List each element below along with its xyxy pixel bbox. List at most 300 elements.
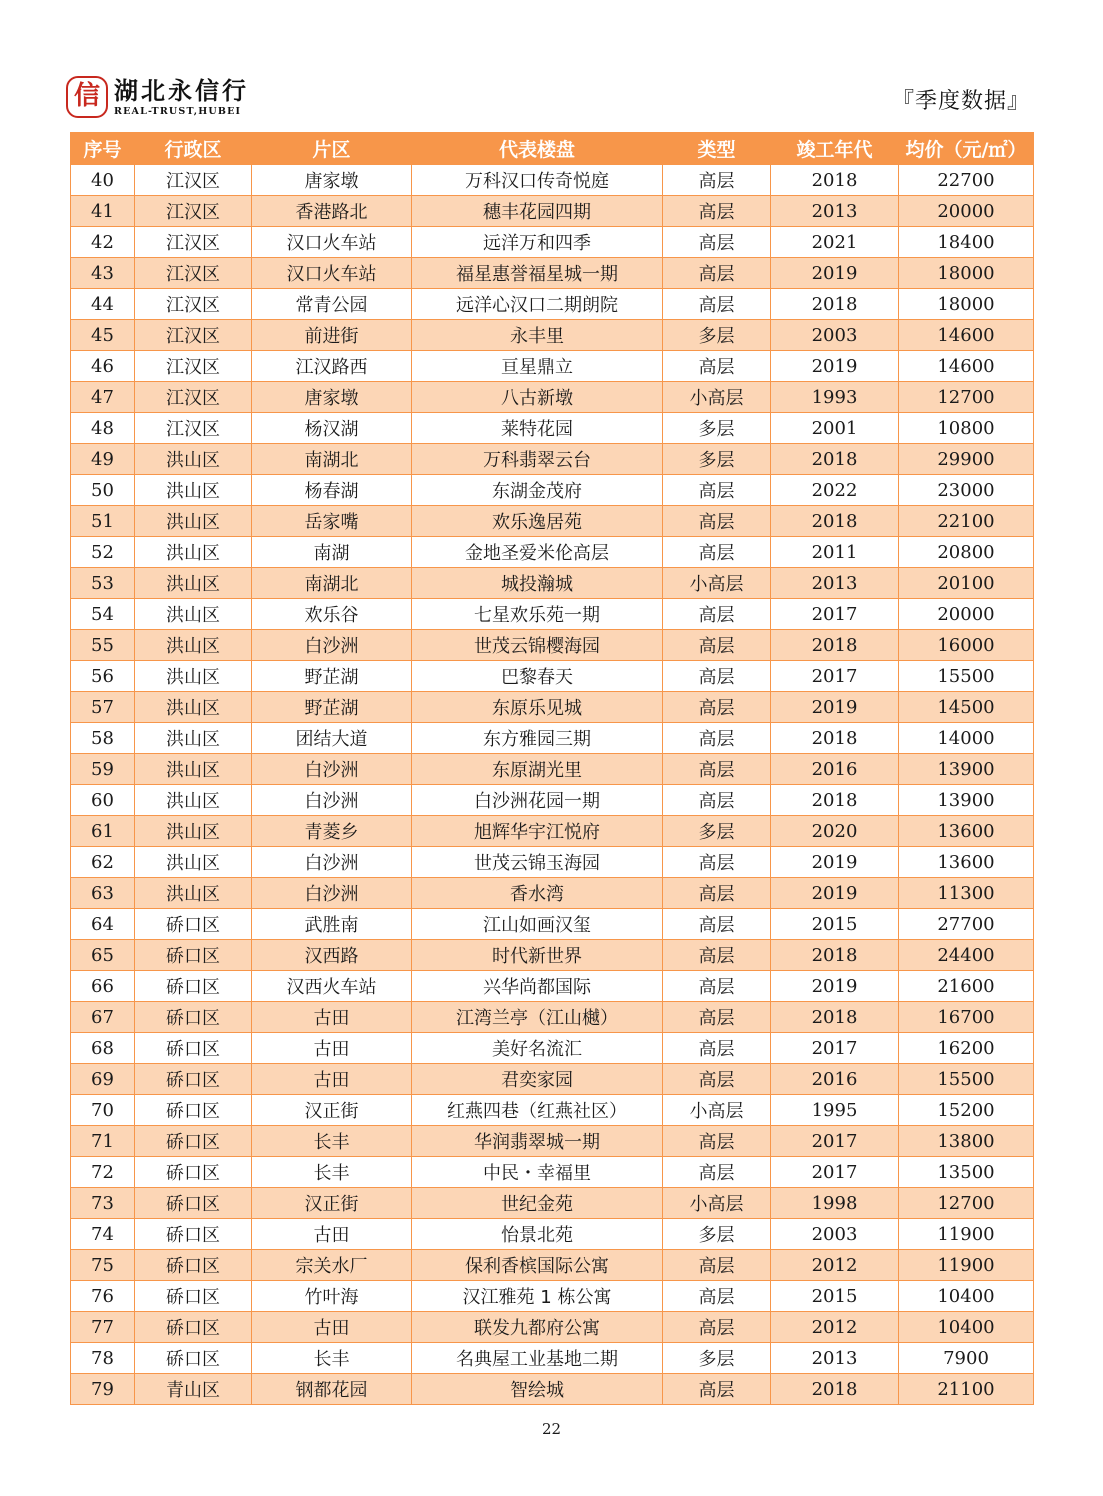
cell-area: 竹叶海 <box>252 1281 412 1312</box>
cell-district: 硚口区 <box>135 1219 252 1250</box>
cell-index: 60 <box>71 785 135 816</box>
cell-index: 73 <box>71 1188 135 1219</box>
table-row <box>71 1343 1034 1374</box>
cell-district: 硚口区 <box>135 1157 252 1188</box>
cell-price: 14500 <box>899 692 1034 723</box>
cell-project: 美好名流汇 <box>412 1033 663 1064</box>
cell-index: 53 <box>71 568 135 599</box>
cell-project: 城投瀚城 <box>412 568 663 599</box>
cell-year: 2019 <box>771 878 899 909</box>
table-row <box>71 909 1034 940</box>
table-row <box>71 847 1034 878</box>
cell-price: 10800 <box>899 413 1034 444</box>
cell-area: 南湖 <box>252 537 412 568</box>
cell-price: 16700 <box>899 1002 1034 1033</box>
cell-district: 硚口区 <box>135 1281 252 1312</box>
cell-district: 洪山区 <box>135 847 252 878</box>
cell-year: 2015 <box>771 1281 899 1312</box>
cell-area: 长丰 <box>252 1157 412 1188</box>
cell-type: 高层 <box>663 1157 771 1188</box>
cell-index: 45 <box>71 320 135 351</box>
cell-district: 洪山区 <box>135 568 252 599</box>
cell-area: 汉口火车站 <box>252 227 412 258</box>
cell-index: 56 <box>71 661 135 692</box>
cell-project: 远洋心汉口二期朗院 <box>412 289 663 320</box>
cell-area: 白沙洲 <box>252 878 412 909</box>
cell-year: 2016 <box>771 1064 899 1095</box>
cell-project: 时代新世界 <box>412 940 663 971</box>
cell-project: 东湖金茂府 <box>412 475 663 506</box>
cell-price: 18400 <box>899 227 1034 258</box>
cell-year: 2012 <box>771 1250 899 1281</box>
table-row <box>71 1312 1034 1343</box>
cell-type: 小高层 <box>663 1095 771 1126</box>
cell-type: 高层 <box>663 692 771 723</box>
cell-area: 古田 <box>252 1219 412 1250</box>
cell-year: 2018 <box>771 165 899 196</box>
cell-type: 高层 <box>663 847 771 878</box>
cell-index: 42 <box>71 227 135 258</box>
cell-index: 71 <box>71 1126 135 1157</box>
cell-price: 13900 <box>899 754 1034 785</box>
cell-district: 硚口区 <box>135 1002 252 1033</box>
cell-year: 2003 <box>771 1219 899 1250</box>
cell-district: 洪山区 <box>135 537 252 568</box>
cell-type: 高层 <box>663 1250 771 1281</box>
cell-price: 21100 <box>899 1374 1034 1405</box>
cell-index: 66 <box>71 971 135 1002</box>
table-row <box>71 878 1034 909</box>
cell-price: 10400 <box>899 1312 1034 1343</box>
cell-year: 2018 <box>771 1374 899 1405</box>
cell-price: 16000 <box>899 630 1034 661</box>
cell-price: 13800 <box>899 1126 1034 1157</box>
table-row <box>71 1374 1034 1405</box>
cell-area: 白沙洲 <box>252 785 412 816</box>
cell-year: 2012 <box>771 1312 899 1343</box>
table-row <box>71 196 1034 227</box>
table-row <box>71 227 1034 258</box>
cell-price: 14000 <box>899 723 1034 754</box>
cell-project: 巴黎春天 <box>412 661 663 692</box>
section-title: 『季度数据』 <box>891 89 1030 114</box>
cell-type: 多层 <box>663 413 771 444</box>
col-header-district: 行政区 <box>135 132 252 165</box>
cell-type: 高层 <box>663 909 771 940</box>
cell-district: 洪山区 <box>135 630 252 661</box>
cell-area: 长丰 <box>252 1343 412 1374</box>
cell-type: 高层 <box>663 878 771 909</box>
cell-project: 永丰里 <box>412 320 663 351</box>
cell-price: 15200 <box>899 1095 1034 1126</box>
cell-area: 钢都花园 <box>252 1374 412 1405</box>
cell-price: 11900 <box>899 1250 1034 1281</box>
col-header-project: 代表楼盘 <box>412 132 663 165</box>
cell-area: 长丰 <box>252 1126 412 1157</box>
cell-index: 79 <box>71 1374 135 1405</box>
table-row <box>71 1219 1034 1250</box>
cell-type: 高层 <box>663 940 771 971</box>
cell-project: 穗丰花园四期 <box>412 196 663 227</box>
cell-project: 白沙洲花园一期 <box>412 785 663 816</box>
cell-index: 49 <box>71 444 135 475</box>
cell-year: 1993 <box>771 382 899 413</box>
cell-index: 77 <box>71 1312 135 1343</box>
col-header-type: 类型 <box>663 132 771 165</box>
cell-year: 2017 <box>771 599 899 630</box>
cell-index: 50 <box>71 475 135 506</box>
table-row <box>71 692 1034 723</box>
cell-index: 59 <box>71 754 135 785</box>
cell-project: 世茂云锦樱海园 <box>412 630 663 661</box>
cell-district: 硚口区 <box>135 971 252 1002</box>
cell-price: 14600 <box>899 351 1034 382</box>
cell-project: 香水湾 <box>412 878 663 909</box>
cell-price: 13500 <box>899 1157 1034 1188</box>
cell-year: 2019 <box>771 847 899 878</box>
cell-district: 硚口区 <box>135 1033 252 1064</box>
cell-area: 野芷湖 <box>252 661 412 692</box>
cell-index: 69 <box>71 1064 135 1095</box>
cell-type: 高层 <box>663 661 771 692</box>
cell-price: 20800 <box>899 537 1034 568</box>
table-row <box>71 661 1034 692</box>
cell-type: 高层 <box>663 227 771 258</box>
cell-year: 2003 <box>771 320 899 351</box>
cell-district: 硚口区 <box>135 1312 252 1343</box>
cell-year: 2018 <box>771 723 899 754</box>
cell-area: 杨汉湖 <box>252 413 412 444</box>
cell-area: 南湖北 <box>252 444 412 475</box>
cell-district: 洪山区 <box>135 785 252 816</box>
cell-project: 江山如画汉玺 <box>412 909 663 940</box>
cell-year: 2017 <box>771 661 899 692</box>
cell-price: 13600 <box>899 847 1034 878</box>
cell-year: 2018 <box>771 506 899 537</box>
price-table <box>70 132 1034 1405</box>
cell-district: 江汉区 <box>135 165 252 196</box>
cell-price: 13600 <box>899 816 1034 847</box>
cell-price: 14600 <box>899 320 1034 351</box>
logo-english: REAL-TRUST,HUBEI <box>114 106 242 117</box>
cell-district: 江汉区 <box>135 382 252 413</box>
cell-index: 78 <box>71 1343 135 1374</box>
cell-year: 2001 <box>771 413 899 444</box>
cell-district: 洪山区 <box>135 475 252 506</box>
cell-year: 2015 <box>771 909 899 940</box>
cell-price: 15500 <box>899 1064 1034 1095</box>
cell-index: 62 <box>71 847 135 878</box>
cell-type: 高层 <box>663 165 771 196</box>
cell-price: 18000 <box>899 289 1034 320</box>
cell-type: 高层 <box>663 630 771 661</box>
cell-project: 欢乐逸居苑 <box>412 506 663 537</box>
cell-project: 金地圣爱米伦高层 <box>412 537 663 568</box>
cell-type: 高层 <box>663 754 771 785</box>
cell-index: 65 <box>71 940 135 971</box>
cell-index: 74 <box>71 1219 135 1250</box>
cell-district: 硚口区 <box>135 1064 252 1095</box>
cell-area: 古田 <box>252 1033 412 1064</box>
cell-type: 高层 <box>663 475 771 506</box>
cell-project: 联发九都府公寓 <box>412 1312 663 1343</box>
cell-year: 2016 <box>771 754 899 785</box>
cell-index: 47 <box>71 382 135 413</box>
cell-project: 江湾兰亭（江山樾） <box>412 1002 663 1033</box>
cell-year: 2018 <box>771 289 899 320</box>
cell-price: 11300 <box>899 878 1034 909</box>
cell-area: 古田 <box>252 1064 412 1095</box>
cell-district: 洪山区 <box>135 692 252 723</box>
cell-price: 12700 <box>899 1188 1034 1219</box>
cell-area: 汉正街 <box>252 1188 412 1219</box>
cell-area: 古田 <box>252 1002 412 1033</box>
cell-project: 汉江雅苑 1 栋公寓 <box>412 1281 663 1312</box>
cell-district: 洪山区 <box>135 878 252 909</box>
cell-index: 51 <box>71 506 135 537</box>
table-row <box>71 444 1034 475</box>
cell-index: 64 <box>71 909 135 940</box>
cell-index: 75 <box>71 1250 135 1281</box>
cell-type: 小高层 <box>663 1188 771 1219</box>
table-row <box>71 351 1034 382</box>
cell-year: 2019 <box>771 971 899 1002</box>
table-row <box>71 754 1034 785</box>
cell-project: 保利香槟国际公寓 <box>412 1250 663 1281</box>
cell-year: 2011 <box>771 537 899 568</box>
table-row <box>71 630 1034 661</box>
table-row <box>71 1157 1034 1188</box>
cell-year: 2018 <box>771 940 899 971</box>
table-row <box>71 723 1034 754</box>
cell-index: 72 <box>71 1157 135 1188</box>
cell-year: 2017 <box>771 1033 899 1064</box>
cell-type: 高层 <box>663 785 771 816</box>
cell-district: 硚口区 <box>135 940 252 971</box>
table-row <box>71 816 1034 847</box>
cell-price: 10400 <box>899 1281 1034 1312</box>
cell-district: 江汉区 <box>135 351 252 382</box>
cell-type: 高层 <box>663 723 771 754</box>
table-row <box>71 1002 1034 1033</box>
cell-project: 七星欢乐苑一期 <box>412 599 663 630</box>
table-row <box>71 320 1034 351</box>
cell-index: 67 <box>71 1002 135 1033</box>
cell-project: 智绘城 <box>412 1374 663 1405</box>
cell-area: 香港路北 <box>252 196 412 227</box>
cell-year: 2019 <box>771 258 899 289</box>
cell-year: 2019 <box>771 692 899 723</box>
table-row <box>71 1033 1034 1064</box>
cell-price: 20100 <box>899 568 1034 599</box>
cell-project: 莱特花园 <box>412 413 663 444</box>
cell-district: 江汉区 <box>135 413 252 444</box>
cell-area: 青菱乡 <box>252 816 412 847</box>
cell-area: 汉西火车站 <box>252 971 412 1002</box>
cell-year: 2018 <box>771 630 899 661</box>
cell-area: 欢乐谷 <box>252 599 412 630</box>
cell-index: 63 <box>71 878 135 909</box>
cell-price: 22700 <box>899 165 1034 196</box>
cell-price: 21600 <box>899 971 1034 1002</box>
cell-type: 高层 <box>663 506 771 537</box>
cell-price: 12700 <box>899 382 1034 413</box>
cell-project: 华润翡翠城一期 <box>412 1126 663 1157</box>
cell-area: 白沙洲 <box>252 754 412 785</box>
cell-year: 2013 <box>771 1343 899 1374</box>
col-header-price: 均价（元/㎡） <box>899 132 1034 165</box>
cell-project: 世茂云锦玉海园 <box>412 847 663 878</box>
cell-price: 16200 <box>899 1033 1034 1064</box>
cell-area: 汉西路 <box>252 940 412 971</box>
cell-district: 洪山区 <box>135 816 252 847</box>
cell-area: 野芷湖 <box>252 692 412 723</box>
cell-year: 2013 <box>771 568 899 599</box>
cell-project: 兴华尚都国际 <box>412 971 663 1002</box>
table-body <box>71 165 1034 1405</box>
cell-index: 52 <box>71 537 135 568</box>
cell-district: 硚口区 <box>135 1188 252 1219</box>
cell-year: 2018 <box>771 785 899 816</box>
logo-seal-icon: 信 <box>66 76 108 118</box>
table-row <box>71 413 1034 444</box>
cell-type: 高层 <box>663 1281 771 1312</box>
table-row <box>71 475 1034 506</box>
cell-district: 硚口区 <box>135 1126 252 1157</box>
cell-type: 高层 <box>663 1064 771 1095</box>
table-header-row <box>71 132 1034 165</box>
table-row <box>71 940 1034 971</box>
cell-price: 22100 <box>899 506 1034 537</box>
cell-year: 2022 <box>771 475 899 506</box>
cell-project: 旭辉华宇江悦府 <box>412 816 663 847</box>
table-row <box>71 1126 1034 1157</box>
cell-year: 2019 <box>771 351 899 382</box>
cell-project: 东方雅园三期 <box>412 723 663 754</box>
cell-year: 2013 <box>771 196 899 227</box>
cell-area: 南湖北 <box>252 568 412 599</box>
cell-year: 1995 <box>771 1095 899 1126</box>
cell-district: 洪山区 <box>135 661 252 692</box>
table-row <box>71 1095 1034 1126</box>
cell-year: 2018 <box>771 1002 899 1033</box>
logo-name: 湖北永信行 <box>114 77 249 105</box>
cell-area: 团结大道 <box>252 723 412 754</box>
cell-type: 多层 <box>663 320 771 351</box>
table-row <box>71 289 1034 320</box>
table-row <box>71 537 1034 568</box>
cell-area: 宗关水厂 <box>252 1250 412 1281</box>
cell-index: 54 <box>71 599 135 630</box>
cell-district: 洪山区 <box>135 754 252 785</box>
cell-type: 高层 <box>663 537 771 568</box>
cell-area: 岳家嘴 <box>252 506 412 537</box>
table-row <box>71 1188 1034 1219</box>
table-row <box>71 1250 1034 1281</box>
cell-type: 小高层 <box>663 568 771 599</box>
cell-type: 高层 <box>663 1374 771 1405</box>
cell-index: 61 <box>71 816 135 847</box>
cell-project: 八古新墩 <box>412 382 663 413</box>
cell-year: 1998 <box>771 1188 899 1219</box>
cell-district: 硚口区 <box>135 1250 252 1281</box>
cell-district: 洪山区 <box>135 599 252 630</box>
cell-year: 2017 <box>771 1126 899 1157</box>
cell-price: 7900 <box>899 1343 1034 1374</box>
cell-area: 唐家墩 <box>252 382 412 413</box>
cell-price: 13900 <box>899 785 1034 816</box>
cell-type: 高层 <box>663 971 771 1002</box>
table-row <box>71 258 1034 289</box>
cell-price: 18000 <box>899 258 1034 289</box>
cell-index: 70 <box>71 1095 135 1126</box>
cell-type: 小高层 <box>663 382 771 413</box>
cell-area: 前进街 <box>252 320 412 351</box>
cell-price: 15500 <box>899 661 1034 692</box>
cell-type: 多层 <box>663 444 771 475</box>
cell-area: 江汉路西 <box>252 351 412 382</box>
cell-index: 46 <box>71 351 135 382</box>
table-row <box>71 165 1034 196</box>
cell-price: 24400 <box>899 940 1034 971</box>
cell-type: 高层 <box>663 599 771 630</box>
cell-type: 多层 <box>663 816 771 847</box>
cell-project: 名典屋工业基地二期 <box>412 1343 663 1374</box>
page-number: 22 <box>541 1420 562 1438</box>
cell-project: 东原湖光里 <box>412 754 663 785</box>
cell-year: 2021 <box>771 227 899 258</box>
cell-district: 洪山区 <box>135 444 252 475</box>
cell-year: 2017 <box>771 1157 899 1188</box>
cell-index: 44 <box>71 289 135 320</box>
cell-price: 29900 <box>899 444 1034 475</box>
cell-district: 江汉区 <box>135 227 252 258</box>
cell-project: 万科翡翠云台 <box>412 444 663 475</box>
cell-index: 55 <box>71 630 135 661</box>
cell-project: 中民・幸福里 <box>412 1157 663 1188</box>
cell-project: 世纪金苑 <box>412 1188 663 1219</box>
cell-area: 汉口火车站 <box>252 258 412 289</box>
cell-price: 27700 <box>899 909 1034 940</box>
cell-area: 古田 <box>252 1312 412 1343</box>
cell-year: 2018 <box>771 444 899 475</box>
col-header-area: 片区 <box>252 132 412 165</box>
cell-index: 48 <box>71 413 135 444</box>
cell-index: 41 <box>71 196 135 227</box>
cell-index: 40 <box>71 165 135 196</box>
cell-project: 福星惠誉福星城一期 <box>412 258 663 289</box>
cell-type: 多层 <box>663 1343 771 1374</box>
cell-project: 君奕家园 <box>412 1064 663 1095</box>
cell-type: 多层 <box>663 1219 771 1250</box>
cell-type: 高层 <box>663 1033 771 1064</box>
cell-project: 远洋万和四季 <box>412 227 663 258</box>
cell-area: 唐家墩 <box>252 165 412 196</box>
table-row <box>71 1064 1034 1095</box>
cell-price: 20000 <box>899 599 1034 630</box>
cell-index: 68 <box>71 1033 135 1064</box>
cell-district: 江汉区 <box>135 320 252 351</box>
cell-district: 硚口区 <box>135 909 252 940</box>
cell-district: 青山区 <box>135 1374 252 1405</box>
cell-type: 高层 <box>663 1312 771 1343</box>
cell-district: 硚口区 <box>135 1343 252 1374</box>
cell-price: 23000 <box>899 475 1034 506</box>
cell-area: 汉正街 <box>252 1095 412 1126</box>
col-header-index: 序号 <box>71 132 135 165</box>
cell-price: 20000 <box>899 196 1034 227</box>
table-row <box>71 568 1034 599</box>
